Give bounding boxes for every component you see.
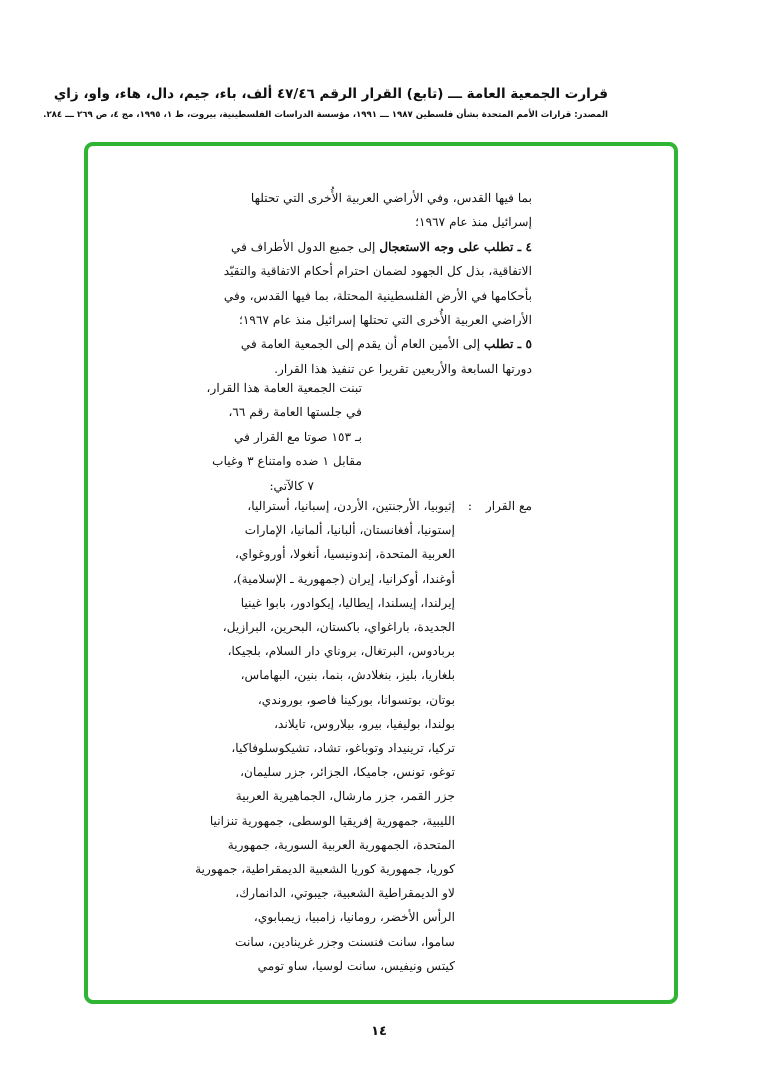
country-line: إثيوبيا، الأرجنتين، الأردن، إسبانيا، أستراليا،: [247, 499, 455, 513]
paragraph-4-line: الأراضي العربية الأُخرى التي تحتلها إسرائيل منذ عام ١٩٦٧؛: [239, 313, 532, 328]
country-line: المتحدة، الجمهورية العربية السورية، جمهورية: [227, 837, 455, 852]
votes-in-favour-label: مع القرار: [485, 499, 532, 513]
paragraph-5-line: [202, 332, 532, 356]
country-line: كيتس ونيفيس، سانت لوسيا، ساو تومي: [257, 958, 455, 973]
paragraph-5-lead: ٥ ـ تطلب: [484, 337, 532, 352]
intro-line: بما فيها القدس، وفي الأراضي العربية الأُخرى التي تحتلها: [250, 191, 532, 205]
adoption-line: تبنت الجمعية العامة هذا القرار،: [206, 381, 362, 395]
adoption-line: ٧ كالآتي:: [269, 478, 314, 493]
adoption-line: مقابل ١ ضده وامتناع ٣ وغياب: [212, 454, 362, 469]
page-number: ١٤: [371, 1024, 387, 1039]
resolution-text: [202, 186, 532, 381]
votes-colon: :: [467, 499, 472, 513]
country-line: العربية المتحدة، إندونيسيا، أنغولا، أوروغواي،: [235, 547, 455, 562]
country-line: إيرلندا، إيسلندا، إيطاليا، إيكوادور، بابوا غينيا: [240, 595, 455, 610]
country-line: ساموا، سانت فنسنت وجزر غرينادين، سانت: [235, 934, 455, 949]
adoption-note: [192, 376, 362, 498]
paragraph-4-line: [202, 235, 532, 259]
paragraph-4-lead: ٤ ـ تطلب على وجه الاستعجال: [379, 239, 532, 254]
country-line: توغو، تونس، جاميكا، الجزائر، جزر سليمان،: [240, 765, 455, 780]
country-line: الليبية، جمهورية إفريقيا الوسطى، جمهورية تنزانيا: [209, 813, 455, 828]
paragraph-5-line: دورتها السابعة والأربعين تقريرا عن تنفيذ هذا القرار.: [274, 361, 532, 376]
country-line: بربادوس، البرتغال، بروناي دار السلام، بلجيكا،: [227, 644, 455, 659]
intro-line: إسرائيل منذ عام ١٩٦٧؛: [415, 215, 532, 230]
country-line: أوغندا، أوكرانيا، إيران (جمهورية ـ الإسلامية)،: [232, 571, 455, 586]
adoption-line: بـ ١٥٣ صوتا مع القرار في: [234, 429, 362, 444]
adoption-line: في جلستها العامة رقم ٦٦،: [228, 405, 362, 420]
header-source: المصدر: قرارات الأمم المتحدة بشأن فلسطين ١٩٨٧ ـــ ١٩٩١، مؤسسة الدراسات الفلسطينية، بيروت، ط ١، ١٩٩٥، مج ٤، ص ٢٦٩ ـــ ٢٨٤.: [43, 110, 608, 120]
country-line: بولندا، بوليفيا، بيرو، بيلاروس، تايلاند،: [274, 716, 455, 731]
paragraph-4-line: بأحكامها في الأرض الفلسطينية المحتلة، بما فيها القدس، وفي: [223, 288, 532, 303]
paragraph-4-line: الاتفاقية، بذل كل الجهود لضمان احترام أحكام الاتفاقية والتقيّد: [223, 264, 532, 279]
paragraph-5-rest: إلى الأمين العام أن يقدم إلى الجمعية العامة في: [240, 337, 484, 352]
country-line: تركيا، ترينيداد وتوباغو، تشاد، تشيكوسلوفاكيا،: [231, 741, 455, 756]
country-line: بوتان، بوتسوانا، بوركينا فاصو، بوروندي،: [257, 692, 455, 707]
country-line: كوريا، جمهورية كوريا الشعبية الديمقراطية، جمهورية: [195, 862, 455, 877]
country-line: بلغاريا، بليز، بنغلادش، بنما، بنين، البهاماس،: [240, 668, 455, 683]
country-line: الرأس الأخضر، رومانيا، زامبيا، زيمبابوي،: [253, 910, 455, 925]
paragraph-4-rest: إلى جميع الدول الأطراف في: [230, 239, 380, 254]
country-line: إستونيا، أفغانستان، ألبانيا، ألمانيا، الإمارات: [244, 523, 455, 538]
country-line: الجديدة، باراغواي، باكستان، البحرين، البرازيل،: [222, 620, 455, 635]
votes-in-favour-list: [195, 494, 455, 978]
header-title: قرارت الجمعية العامة ـــ (تابع) القرار الرقم ٤٧/٤٦ ألف، باء، جيم، دال، هاء، واو، زاي: [53, 86, 608, 102]
country-line: جزر القمر، جزر مارشال، الجماهيرية العربية: [235, 789, 455, 804]
country-line: لاو الديمقراطية الشعبية، جيبوتي، الدانمارك،: [235, 886, 455, 901]
